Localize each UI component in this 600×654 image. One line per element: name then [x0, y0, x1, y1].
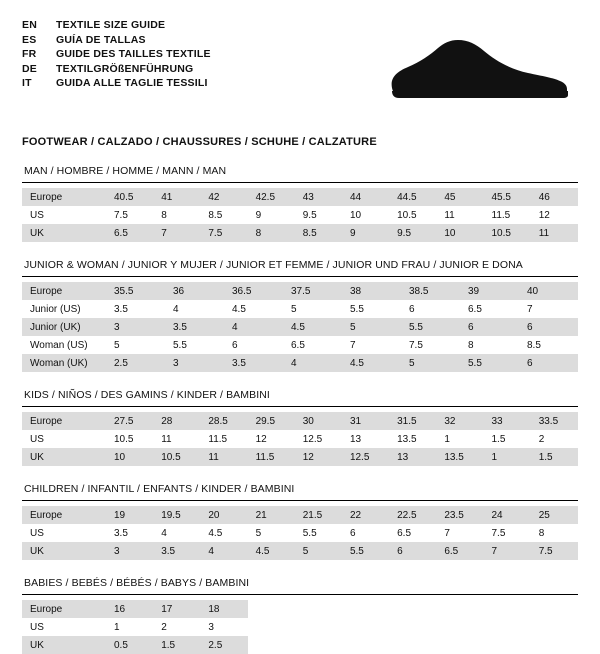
- size-cell: 12.5: [302, 433, 323, 445]
- size-cell: 5.5: [401, 318, 460, 336]
- size-cell: 5.5: [302, 527, 317, 539]
- size-cell: 46: [531, 188, 578, 206]
- size-cell: 44: [342, 188, 389, 206]
- size-cell: 10.5: [397, 209, 417, 221]
- size-cell-empty: [295, 618, 342, 636]
- size-block-children: [22, 483, 578, 560]
- size-cell: 22.5: [389, 506, 436, 524]
- table-row: [22, 430, 578, 448]
- divider: [22, 500, 578, 501]
- size-cell: 3.5: [114, 527, 128, 539]
- size-cell: 11: [531, 224, 578, 242]
- language-titles: [22, 18, 211, 91]
- block-title: MAN / HOMBRE / HOMME / MANN / MAN: [24, 165, 227, 177]
- size-cell: 27.5: [106, 412, 153, 430]
- size-cell: 6.5: [436, 542, 483, 560]
- size-cell: 32: [436, 412, 483, 430]
- size-cell-empty: [531, 600, 578, 618]
- size-cell: 3: [165, 354, 224, 372]
- language-title: GUÍA DE TALLAS: [56, 33, 146, 46]
- row-label: Junior (UK): [22, 318, 106, 336]
- size-cell: 21: [248, 506, 295, 524]
- size-cell: 6: [409, 303, 415, 315]
- size-cell-empty: [484, 600, 531, 618]
- size-cell: 24: [484, 506, 531, 524]
- size-cell-empty: [531, 618, 578, 636]
- size-cell: 13.5: [436, 448, 483, 466]
- table-row: [22, 636, 578, 654]
- size-cell: 8: [248, 224, 295, 242]
- size-cell: 39: [460, 282, 519, 300]
- size-cell: 35.5: [106, 282, 165, 300]
- size-cell: 10: [349, 209, 362, 221]
- language-row: [22, 62, 211, 77]
- size-cell: 30: [295, 412, 342, 430]
- size-cell: 36: [165, 282, 224, 300]
- size-cell: 5: [114, 339, 120, 351]
- size-cell: 38.5: [401, 282, 460, 300]
- size-cell: 5.5: [460, 354, 519, 372]
- table-row: [22, 282, 578, 300]
- size-table-body: [22, 282, 578, 372]
- size-cell: 33: [484, 412, 531, 430]
- language-titles-body: [22, 18, 211, 91]
- size-cell: 7.5: [409, 339, 423, 351]
- table-row: [22, 354, 578, 372]
- size-cell: 4.5: [248, 542, 295, 560]
- size-cell: 5: [401, 354, 460, 372]
- size-cell: 0.5: [106, 636, 153, 654]
- size-cell: 10: [436, 224, 483, 242]
- size-cell: 21.5: [295, 506, 342, 524]
- size-cell-empty: [295, 600, 342, 618]
- language-code: FR: [22, 48, 37, 60]
- size-cell: 11: [161, 433, 172, 445]
- size-cell: 7: [527, 303, 533, 315]
- language-row: [22, 47, 211, 62]
- size-block-man: [22, 165, 578, 242]
- block-title: KIDS / NIÑOS / DES GAMINS / KINDER / BAMBINI: [24, 389, 270, 401]
- size-cell-empty: [342, 636, 389, 654]
- size-cell: 31: [342, 412, 389, 430]
- size-cell-empty: [436, 600, 483, 618]
- size-cell: 4: [161, 527, 167, 539]
- table-row: [22, 412, 578, 430]
- size-cell: 10: [106, 448, 153, 466]
- block-title: BABIES / BEBÉS / BÉBÉS / BABYS / BAMBINI: [24, 577, 250, 589]
- size-cell: 3.5: [153, 542, 200, 560]
- size-cell: 2: [538, 433, 545, 445]
- row-label: Woman (UK): [22, 354, 106, 372]
- size-cell: 2.5: [200, 636, 247, 654]
- size-cell: 7.5: [200, 224, 247, 242]
- size-cell: 5: [255, 527, 262, 539]
- size-block-kids: [22, 389, 578, 466]
- size-cell: 2.5: [106, 354, 165, 372]
- size-cell: 16: [106, 600, 153, 618]
- size-cell: 7: [444, 527, 450, 539]
- language-code: DE: [22, 62, 37, 75]
- table-row: [22, 618, 578, 636]
- size-cell: 6.5: [106, 224, 153, 242]
- language-row: [22, 33, 211, 48]
- size-cell: 1: [114, 621, 120, 633]
- size-cell-empty: [342, 618, 389, 636]
- row-label: Europe: [22, 188, 106, 206]
- size-cell: 28: [153, 412, 200, 430]
- divider: [22, 594, 578, 595]
- size-cell: 4.5: [342, 354, 401, 372]
- row-label: Woman (US): [30, 339, 88, 351]
- table-row: [22, 448, 578, 466]
- size-table: [22, 282, 578, 372]
- row-label: UK: [22, 542, 106, 560]
- size-cell: 7.5: [491, 527, 506, 539]
- size-cell: 25: [531, 506, 578, 524]
- size-cell: 4: [283, 354, 342, 372]
- language-code: ES: [22, 33, 37, 46]
- size-cell-empty: [389, 618, 436, 636]
- row-label: Europe: [22, 506, 106, 524]
- size-cell: 23.5: [436, 506, 483, 524]
- size-cell: 45: [436, 188, 483, 206]
- size-cell: 1.5: [491, 433, 506, 445]
- table-row: [22, 524, 578, 542]
- size-cell: 33.5: [531, 412, 578, 430]
- size-cell-empty: [342, 600, 389, 618]
- size-cell: 44.5: [389, 188, 436, 206]
- size-cell: 5: [295, 542, 342, 560]
- size-cell-empty: [248, 618, 295, 636]
- table-row: [22, 188, 578, 206]
- size-cell: 19: [106, 506, 153, 524]
- size-cell: 4: [173, 303, 179, 315]
- size-cell: 12: [255, 433, 267, 445]
- language-code: EN: [22, 19, 37, 31]
- size-table-body: [22, 188, 578, 242]
- size-cell: 11.5: [248, 448, 295, 466]
- row-label: UK: [22, 448, 106, 466]
- size-cell: 6: [460, 318, 519, 336]
- size-cell: 10.5: [114, 433, 134, 445]
- size-cell: 20: [200, 506, 247, 524]
- block-title: CHILDREN / INFANTIL / ENFANTS / KINDER / BAMBINI: [24, 483, 295, 495]
- size-cell: 6: [349, 527, 356, 539]
- size-cell: 19.5: [153, 506, 200, 524]
- row-label: US: [30, 209, 44, 221]
- size-cell: 40.5: [106, 188, 153, 206]
- size-cell: 3.5: [114, 303, 128, 315]
- size-cell: 37.5: [283, 282, 342, 300]
- size-cell: 3: [208, 621, 214, 633]
- size-cell: 10.5: [153, 448, 200, 466]
- size-cell: 1: [444, 433, 450, 445]
- size-cell: 3.5: [224, 354, 283, 372]
- size-table-body: [22, 412, 578, 466]
- size-cell: 43: [295, 188, 342, 206]
- size-cell: 9: [342, 224, 389, 242]
- size-cell: 29.5: [248, 412, 295, 430]
- size-cell: 1.5: [153, 636, 200, 654]
- size-cell: 5.5: [342, 542, 389, 560]
- size-table: [22, 188, 578, 242]
- row-label: Europe: [22, 282, 106, 300]
- size-cell: 6.5: [468, 303, 482, 315]
- size-cell: 7: [484, 542, 531, 560]
- size-cell: 9.5: [389, 224, 436, 242]
- row-label: Junior (US): [30, 303, 81, 315]
- size-cell: 7.5: [114, 209, 128, 221]
- size-cell: 6: [519, 354, 578, 372]
- language-title: TEXTILGRÖßENFÜHRUNG: [56, 62, 194, 75]
- size-cell-empty: [484, 636, 531, 654]
- table-row: [22, 300, 578, 318]
- size-cell: 1: [484, 448, 531, 466]
- size-cell: 9: [255, 209, 262, 221]
- language-code: IT: [22, 77, 32, 89]
- size-cell: 13: [389, 448, 436, 466]
- size-cell-empty: [436, 636, 483, 654]
- size-cell: 5.5: [173, 339, 187, 351]
- size-cell-empty: [389, 600, 436, 618]
- size-cell: 10.5: [484, 224, 531, 242]
- table-row: [22, 600, 578, 618]
- divider: [22, 406, 578, 407]
- size-cell: 3.5: [165, 318, 224, 336]
- table-row: [22, 318, 578, 336]
- size-cell: 4: [200, 542, 247, 560]
- size-cell: 6: [519, 318, 578, 336]
- size-table-body: [22, 600, 578, 654]
- size-cell: 1.5: [531, 448, 578, 466]
- size-table-body: [22, 506, 578, 560]
- size-cell: 4.5: [232, 303, 246, 315]
- size-cell: 11: [444, 209, 455, 221]
- size-cell: 8: [538, 527, 545, 539]
- row-label: US: [30, 621, 44, 633]
- size-cell-empty: [295, 636, 342, 654]
- row-label: Europe: [22, 600, 106, 618]
- language-title: GUIDA ALLE TAGLIE TESSILI: [56, 77, 208, 89]
- size-cell: 38: [342, 282, 401, 300]
- size-cell: 8.5: [208, 209, 223, 221]
- size-cell: 7: [350, 339, 356, 351]
- row-label: Europe: [22, 412, 106, 430]
- dress-shoe-icon: [384, 34, 570, 104]
- size-cell: 45.5: [484, 188, 531, 206]
- size-table: [22, 600, 578, 654]
- size-block-babies: [22, 577, 578, 654]
- size-cell: 6: [232, 339, 238, 351]
- size-cell: 8.5: [527, 339, 541, 351]
- size-cell: 28.5: [200, 412, 247, 430]
- language-title: TEXTILE SIZE GUIDE: [56, 19, 166, 31]
- size-cell: 41: [153, 188, 200, 206]
- table-row: [22, 506, 578, 524]
- table-row: [22, 224, 578, 242]
- size-cell: 6.5: [397, 527, 412, 539]
- row-label: UK: [22, 224, 106, 242]
- size-cell: 4: [224, 318, 283, 336]
- size-cell: 8: [161, 209, 167, 221]
- size-table: [22, 412, 578, 466]
- size-cell: 11.5: [491, 209, 511, 221]
- size-cell: 22: [342, 506, 389, 524]
- size-cell: 9.5: [302, 209, 317, 221]
- size-cell: 42.5: [248, 188, 295, 206]
- size-block-junior-woman: [22, 259, 578, 372]
- size-cell-empty: [531, 636, 578, 654]
- size-cell-empty: [389, 636, 436, 654]
- size-cell-empty: [436, 618, 483, 636]
- size-cell-empty: [248, 636, 295, 654]
- size-cell: 6.5: [291, 339, 305, 351]
- size-cell: 5: [291, 303, 297, 315]
- size-cell: 7.5: [531, 542, 578, 560]
- size-cell: 7: [153, 224, 200, 242]
- size-cell: 13: [349, 433, 362, 445]
- size-cell: 3: [106, 318, 165, 336]
- size-cell: 11: [200, 448, 247, 466]
- category-title: FOOTWEAR / CALZADO / CHAUSSURES / SCHUHE / CALZATURE: [22, 136, 377, 148]
- row-label: US: [30, 433, 44, 445]
- language-title: GUIDE DES TAILLES TEXTILE: [56, 48, 211, 60]
- size-table: [22, 506, 578, 560]
- table-row: [22, 336, 578, 354]
- row-label: UK: [22, 636, 106, 654]
- size-cell: 6: [389, 542, 436, 560]
- block-title: JUNIOR & WOMAN / JUNIOR Y MUJER / JUNIOR ET FEMME / JUNIOR UND FRAU / JUNIOR E DONA: [24, 259, 523, 271]
- size-cell-empty: [248, 600, 295, 618]
- document-header: [22, 18, 578, 114]
- size-cell-empty: [484, 618, 531, 636]
- size-cell: 40: [519, 282, 578, 300]
- row-label: US: [30, 527, 44, 539]
- divider: [22, 276, 578, 277]
- size-cell: 13.5: [397, 433, 417, 445]
- size-cell: 8.5: [295, 224, 342, 242]
- size-cell: 4.5: [208, 527, 223, 539]
- size-cell: 5: [342, 318, 401, 336]
- size-cell: 11.5: [208, 433, 228, 445]
- size-cell: 3: [106, 542, 153, 560]
- size-cell: 4.5: [283, 318, 342, 336]
- size-cell: 31.5: [389, 412, 436, 430]
- size-cell: 2: [161, 621, 167, 633]
- size-cell: 12: [538, 209, 550, 221]
- divider: [22, 182, 578, 183]
- size-cell: 42: [200, 188, 247, 206]
- size-cell: 18: [200, 600, 247, 618]
- size-cell: 12: [295, 448, 342, 466]
- size-cell: 36.5: [224, 282, 283, 300]
- table-row: [22, 206, 578, 224]
- table-row: [22, 542, 578, 560]
- size-cell: 12.5: [342, 448, 389, 466]
- language-row: [22, 18, 211, 33]
- size-cell: 8: [468, 339, 474, 351]
- size-cell: 5.5: [350, 303, 364, 315]
- size-cell: 17: [153, 600, 200, 618]
- language-row: [22, 76, 211, 91]
